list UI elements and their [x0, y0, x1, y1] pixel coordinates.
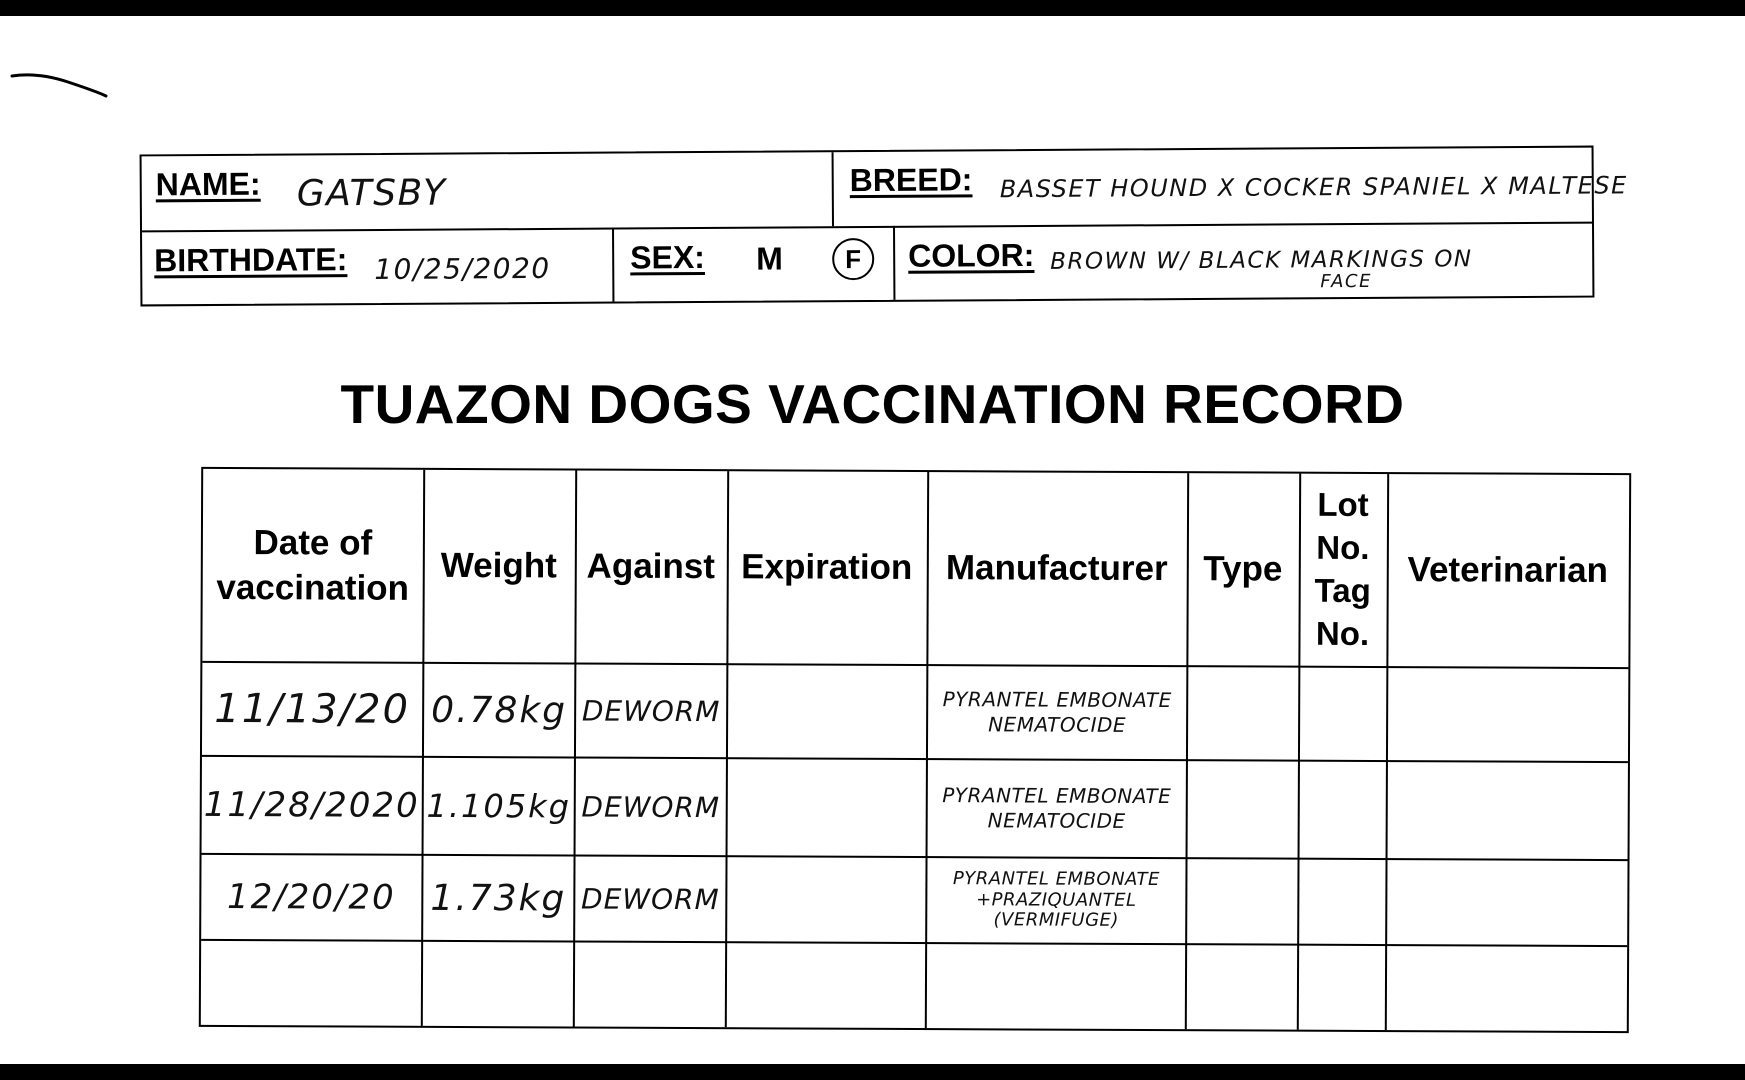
- header-expiration: Expiration: [741, 547, 913, 588]
- row3-lot: [1299, 860, 1385, 944]
- row1-manufacturer-line2: NEMATOCIDE: [988, 712, 1127, 737]
- row3-manufacturer-line3: (VERMIFUGE): [993, 909, 1120, 932]
- row4-against: [575, 943, 725, 1028]
- scan-top-edge: [0, 0, 1745, 16]
- row3-manufacturer-line1: PYRANTEL EMBONATE: [952, 868, 1160, 891]
- row2-veterinarian: [1388, 762, 1628, 859]
- info-divider-birth-sex: [612, 228, 614, 302]
- row2-against: DEWORM: [581, 790, 721, 824]
- row3-weight: 1.73kg: [430, 877, 567, 919]
- row1-date: 11/13/20: [214, 685, 411, 733]
- color-label: COLOR:: [908, 236, 1035, 274]
- row2-weight: 1.105kg: [426, 786, 572, 826]
- row4-manufacturer: [927, 944, 1185, 1029]
- row3-type: [1187, 859, 1297, 943]
- row1-manufacturer-line1: PYRANTEL EMBONATE: [942, 687, 1172, 713]
- row1-manufacturer: [928, 666, 1186, 759]
- pen-stroke-mark: [8, 66, 108, 102]
- row1-type: [1188, 667, 1298, 759]
- row2-manufacturer-line2: NEMATOCIDE: [987, 808, 1126, 833]
- info-row-divider: [142, 222, 1592, 233]
- row3-against: DEWORM: [580, 882, 720, 916]
- sex-label: SEX:: [630, 238, 705, 276]
- row2-type: [1188, 761, 1298, 857]
- pet-info-box: [140, 146, 1628, 307]
- header-weight: Weight: [440, 546, 557, 586]
- row3-date: 12/20/20: [226, 876, 396, 918]
- vaccination-table: [199, 467, 1631, 1033]
- header-veterinarian: Veterinarian: [1407, 550, 1609, 591]
- name-value: GATSBY: [296, 172, 447, 215]
- row2-lot: [1300, 762, 1386, 858]
- row1-weight: 0.78kg: [431, 689, 568, 731]
- page-title: TUAZON DOGS VACCINATION RECORD: [340, 373, 1405, 435]
- sex-option-m: M: [756, 240, 783, 277]
- header-type: Type: [1203, 549, 1283, 589]
- row3-manufacturer: [927, 858, 1185, 943]
- row3-expiration: [727, 857, 925, 942]
- row4-expiration: [727, 943, 925, 1028]
- row2-manufacturer-line1: PYRANTEL EMBONATE: [942, 783, 1172, 809]
- header-against: Against: [586, 546, 716, 587]
- row4-lot: [1299, 946, 1385, 1030]
- birthdate-label: BIRTHDATE:: [154, 241, 348, 279]
- row1-expiration: [728, 665, 926, 758]
- header-lot-tag-no: Lot No. Tag No.: [1314, 485, 1371, 652]
- row4-date: [201, 941, 421, 1026]
- header-manufacturer: Manufacturer: [945, 548, 1168, 589]
- row4-veterinarian: [1387, 946, 1627, 1031]
- name-label: NAME:: [155, 165, 261, 203]
- sex-option-f-circled: F: [832, 238, 874, 280]
- row3-manufacturer-line2: +PRAZIQUANTEL: [976, 888, 1137, 911]
- info-divider-name-breed: [832, 152, 834, 226]
- row4-type: [1187, 945, 1297, 1029]
- row2-manufacturer: [928, 760, 1186, 857]
- breed-value: BASSET HOUND X COCKER SPANIEL X MALTESE: [999, 171, 1628, 204]
- row3-veterinarian: [1387, 860, 1627, 945]
- header-date-of-vaccination: Date of vaccination: [216, 522, 410, 608]
- row1-lot: [1300, 668, 1386, 760]
- row2-expiration: [728, 759, 926, 856]
- color-value-line2: FACE: [1320, 270, 1372, 293]
- row4-weight: [423, 942, 573, 1027]
- info-divider-sex-color: [893, 226, 895, 300]
- row2-date: 11/28/2020: [203, 784, 420, 826]
- breed-label: BREED:: [849, 161, 973, 199]
- row1-veterinarian: [1388, 668, 1628, 761]
- scan-bottom-edge: [0, 1064, 1745, 1080]
- birthdate-value: 10/25/2020: [374, 251, 551, 287]
- color-value-line1: BROWN W/ BLACK MARKINGS ON: [1050, 246, 1473, 275]
- row1-against: DEWORM: [581, 694, 721, 728]
